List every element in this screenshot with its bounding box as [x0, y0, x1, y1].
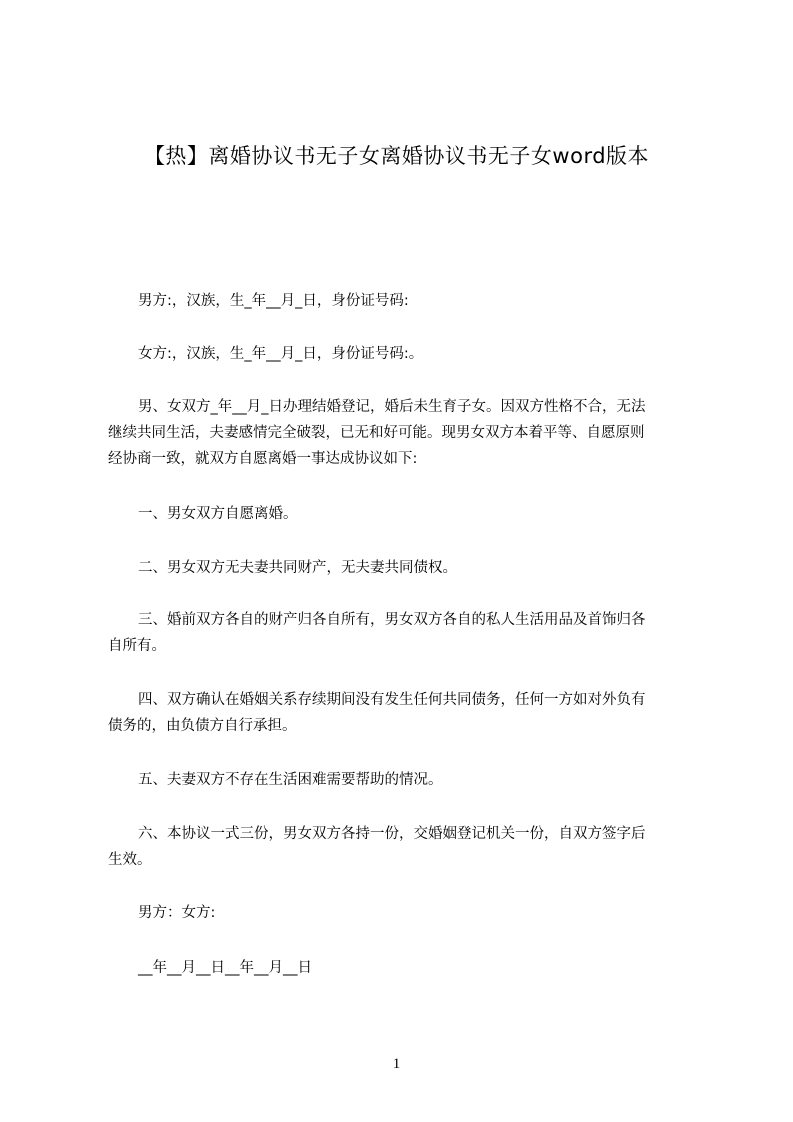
page-number: 1 — [392, 1056, 401, 1072]
text-line: __年__月__日__年__月__日 — [138, 960, 312, 976]
text-line: 债务的，由负债方自行承担。 — [108, 718, 297, 734]
date-line — [108, 955, 708, 981]
text-line: 一、男女双方自愿离婚。 — [138, 506, 298, 522]
text-line: 三、婚前双方各自的财产归各自所有，男女双方各自的私人生活用品及首饰归各 — [138, 612, 646, 628]
text-line: 生效。 — [108, 852, 152, 868]
text-line: 自所有。 — [108, 638, 166, 654]
text-line: 五、夫妻双方不存在生活困难需要帮助的情况。 — [138, 772, 443, 788]
text-line: 二、男女双方无夫妻共同财产，无夫妻共同债权。 — [138, 560, 457, 576]
text-line: 男方:，汉族，生_年__月_日，身份证号码: — [138, 293, 409, 309]
text-line: 六、本协议一式三份，男女双方各持一份，交婚姻登记机关一份，自双方签字后 — [138, 826, 646, 842]
paragraph-preamble — [108, 394, 708, 472]
text-line: 男方：女方: — [138, 905, 216, 921]
document-title: 【热】离婚协议书无子女离婚协议书无子女word版本 — [143, 144, 650, 168]
text-line: 四、双方确认在婚姻关系存续期间没有发生任何共同债务，任何一方如对外负有 — [138, 692, 646, 708]
clause-2 — [108, 555, 708, 581]
text-line: 女方:，汉族，生_年__月_日，身份证号码:。 — [138, 346, 424, 362]
text-line: 经协商一致，就双方自愿离婚一事达成协议如下: — [108, 451, 418, 467]
text-line: 男、女双方_年__月_日办理结婚登记，婚后未生育子女。因双方性格不合，无法 — [138, 399, 646, 415]
signature-line — [108, 900, 708, 926]
text-line: 继续共同生活，夫妻感情完全破裂，已无和好可能。现男女双方本着平等、自愿原则 — [108, 425, 645, 441]
paragraph-male-party — [108, 288, 708, 314]
clause-4 — [108, 687, 708, 739]
clause-5 — [108, 767, 708, 793]
clause-1 — [108, 501, 708, 527]
paragraph-female-party — [108, 341, 708, 367]
clause-3 — [108, 607, 708, 659]
clause-6 — [108, 821, 708, 873]
